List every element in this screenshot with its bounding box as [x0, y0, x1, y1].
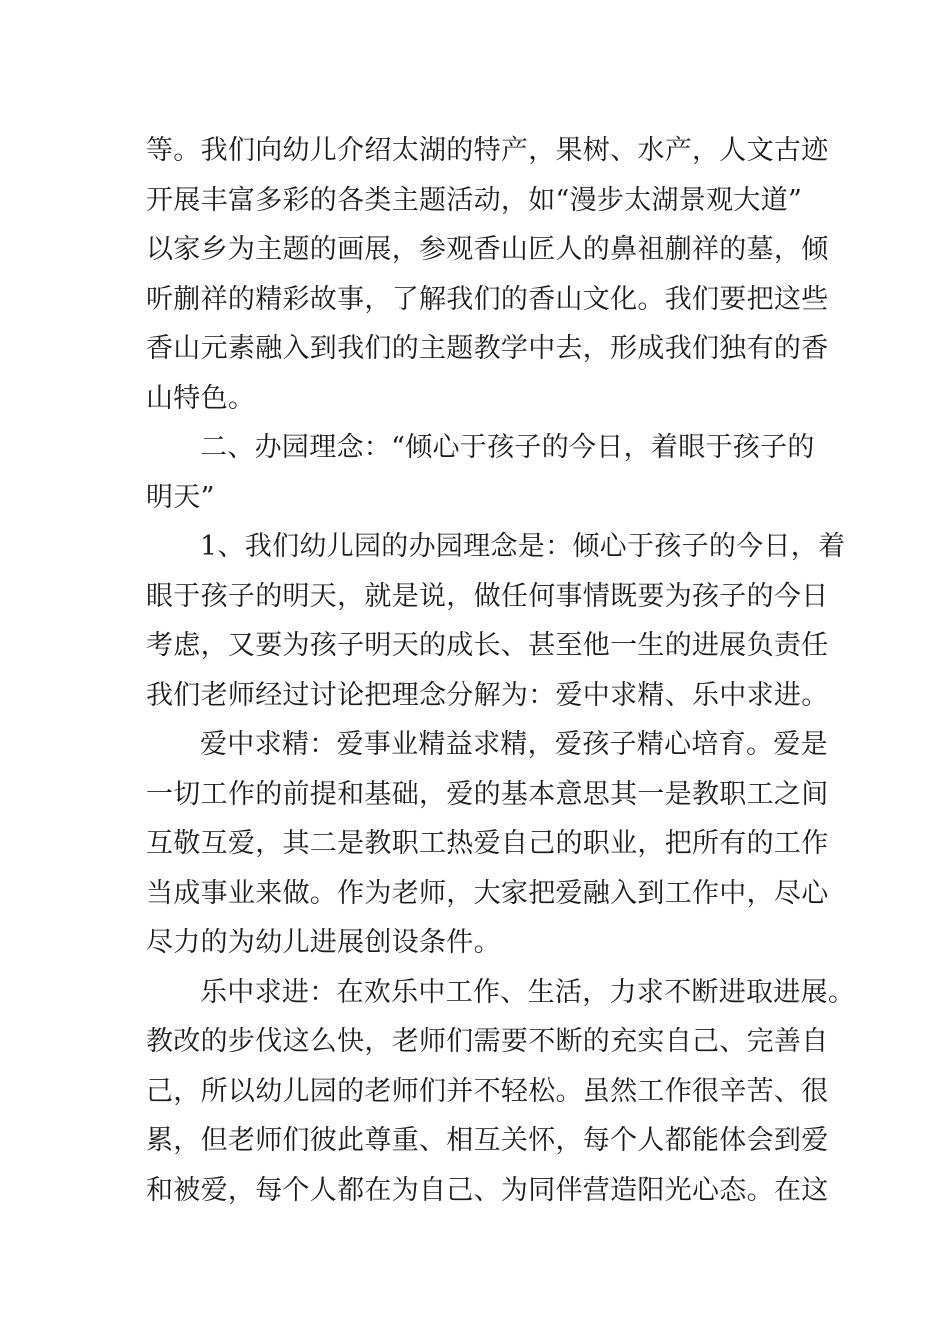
paragraph-start: 1、我们幼儿园的办园理念是：倾心于孩子的今日，着	[200, 531, 846, 562]
document-body	[146, 126, 856, 1215]
text-line: 一切工作的前提和基础，爱的基本意思其一是教职工之间	[146, 778, 829, 810]
text-line: 考虑，又要为孩子明天的成长、甚至他一生的进展负责任	[146, 630, 829, 661]
text-line: 山特色。	[146, 382, 256, 414]
text-line: 教改的步伐这么快，老师们需要不断的充实自己、完善自	[146, 1026, 829, 1057]
text-line: 互敬互爱，其二是教职工热爱自己的职业，把所有的工作	[146, 828, 829, 859]
text-line: 尽力的为幼儿进展创设条件。	[146, 927, 501, 958]
text-line: 听蒯祥的精彩故事，了解我们的香山文化。我们要把这些	[146, 283, 829, 315]
text-line: 当成事业来做。作为老师，大家把爱融入到工作中，尽心	[146, 877, 829, 909]
section-heading: 二、办园理念：“倾心于孩子的今日，着眼于孩子的	[200, 432, 815, 463]
paragraph-start: 爱中求精：爱事业精益求精，爱孩子精心培育。爱是	[200, 729, 828, 760]
text-line: 和被爱，每个人都在为自己、为同伴营造阳光心态。在这	[146, 1174, 829, 1206]
text-line: 眼于孩子的明天，就是说，做任何事情既要为孩子的今日	[146, 580, 829, 612]
text-line: 以家乡为主题的画展，参观香山匠人的鼻祖蒯祥的墓，倾	[146, 234, 829, 265]
paragraph-start: 乐中求进：在欢乐中工作、生活，力求不断进取进展。	[200, 976, 856, 1008]
text-line: 开展丰富多彩的各类主题活动，如“漫步太湖景观大道”	[146, 184, 803, 216]
section-heading-continuation: 明天”	[146, 481, 215, 513]
text-line: 等。我们向幼儿介绍太湖的特产，果树、水产，人文古迹	[146, 135, 829, 166]
text-line: 己，所以幼儿园的老师们并不轻松。虽然工作很辛苦、很	[146, 1075, 829, 1107]
text-line: 我们老师经过讨论把理念分解为：爱中求精、乐中求进。	[146, 679, 829, 711]
text-line: 香山元素融入到我们的主题教学中去，形成我们独有的香	[146, 333, 829, 364]
text-line: 累，但老师们彼此尊重、相互关怀，每个人都能体会到爱	[146, 1125, 829, 1156]
